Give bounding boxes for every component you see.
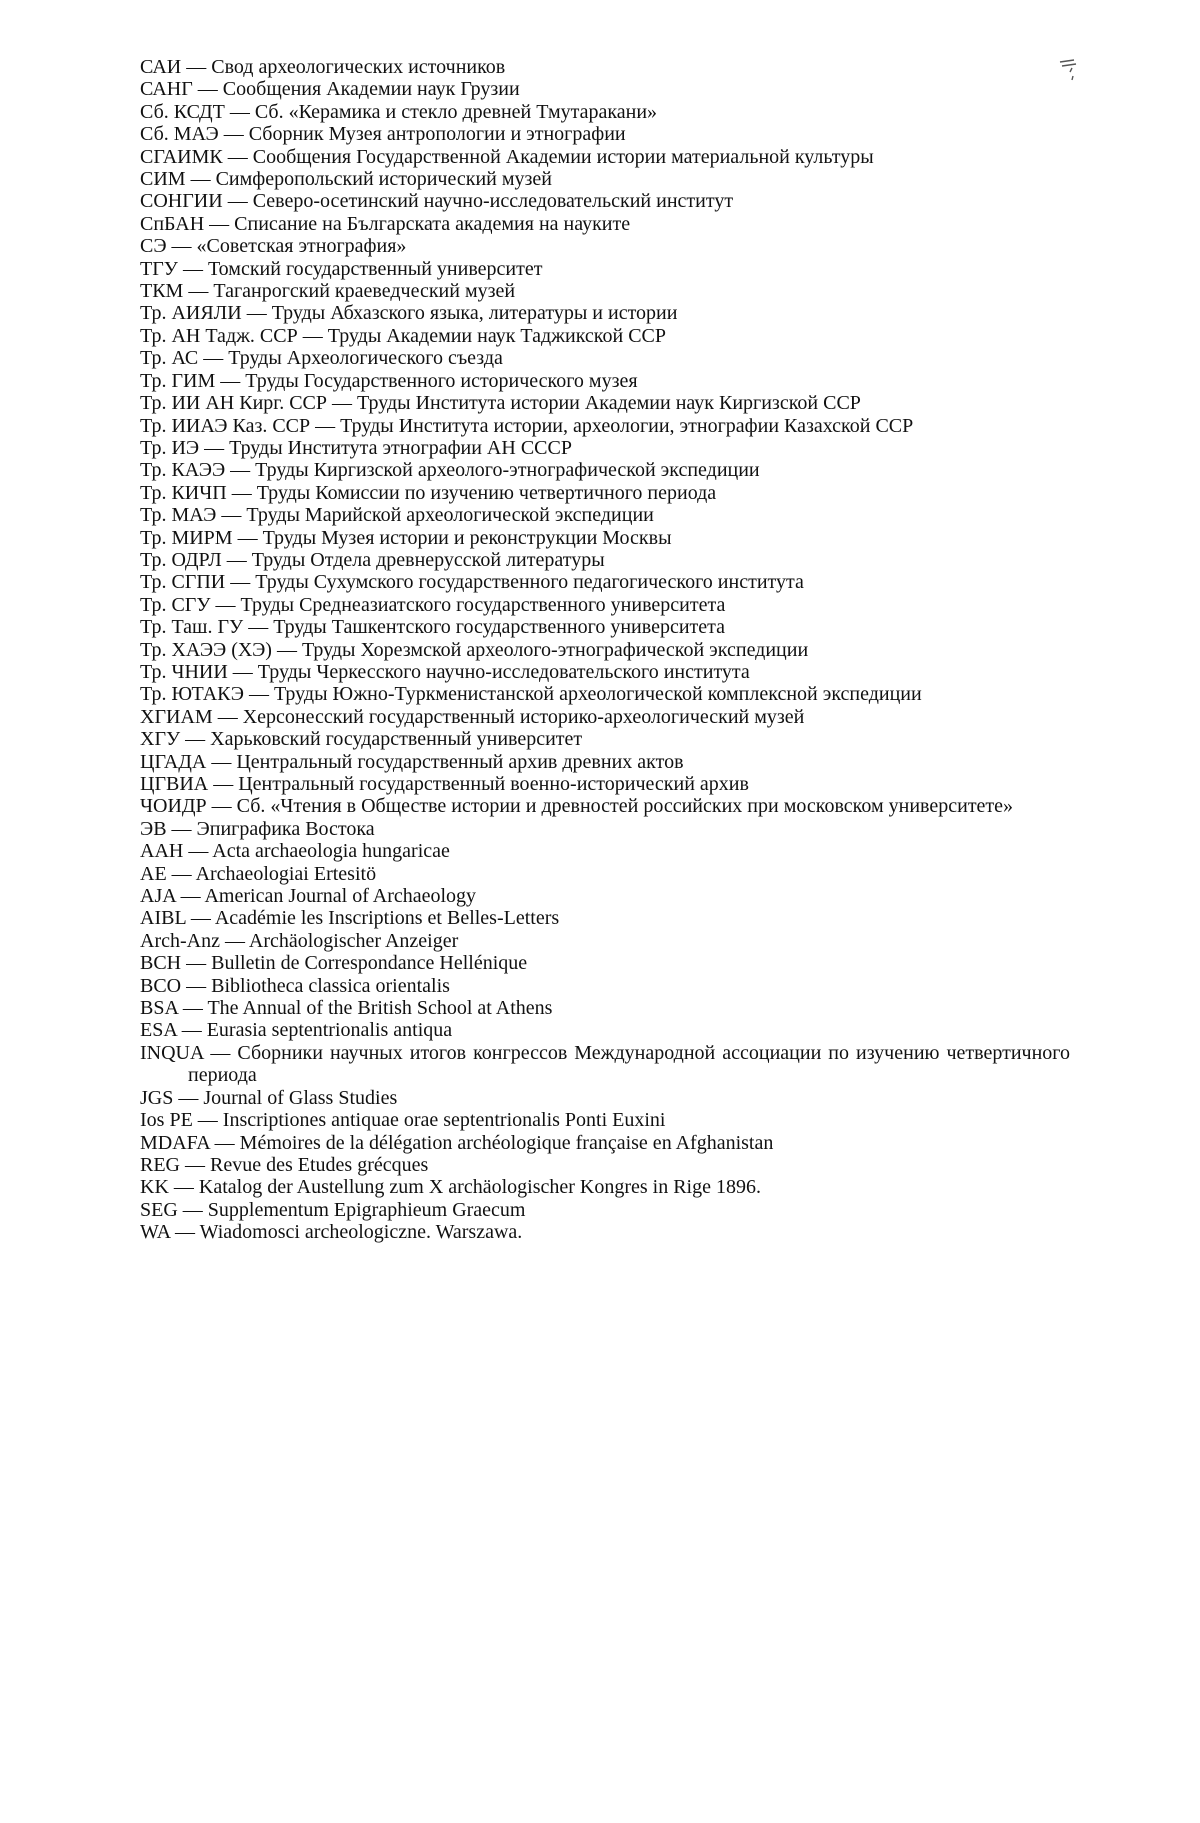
abbreviation-entry [140,258,1070,280]
abbreviation-entry [140,1154,1070,1176]
abbreviation-expansion: Wiadomosci archeologiczne. Warszawa. [199,1221,523,1244]
dash-separator: — [168,1176,199,1199]
abbreviation-entry [140,280,1070,302]
abbreviation-expansion: Revue des Etudes grécques [210,1153,429,1176]
abbreviation-term: Тр. ИИАЭ Каз. ССР [140,414,311,437]
abbreviation-expansion: Труды Ташкентского государственного университета [273,616,726,639]
abbreviation-term: Сб. КСДТ [140,100,225,123]
abbreviation-entry [140,1132,1070,1154]
abbreviation-entry [140,975,1070,997]
abbreviation-expansion: Харьковский государственный университет [210,728,583,751]
abbreviation-expansion: Труды Академии наук Таджикской ССР [327,324,667,347]
abbreviation-expansion: Труды Киргизской археолого-этнографической экспедиции [255,459,760,482]
abbreviation-expansion: Труды Сухумского государственного педагогического института [255,571,804,594]
abbreviation-expansion: Сборники научных итогов конгрессов Международной ассоциации по изучению четвертичного периода [188,1041,1071,1087]
abbreviation-entry [140,1087,1070,1109]
abbreviation-expansion: Таганрогский краеведческий музей [213,280,516,303]
abbreviation-term: REG [140,1153,180,1176]
abbreviation-entry [140,302,1070,324]
dash-separator: — [221,548,252,571]
dash-separator: — [180,728,211,751]
abbreviation-entry [140,325,1070,347]
abbreviation-term: ЭВ [140,817,167,840]
abbreviation-entry [140,347,1070,369]
dash-separator: — [215,369,246,392]
abbreviation-entry [140,818,1070,840]
abbreviation-term: Arch-Anz [140,929,220,952]
dash-separator: — [175,885,205,908]
dash-separator: — [210,593,241,616]
abbreviation-expansion: Труды Института истории Академии наук Киргизской ССР [357,392,861,415]
abbreviation-term: BCH [140,952,182,975]
abbreviation-term: Тр. Таш. ГУ [140,616,244,639]
dash-separator: — [177,257,208,280]
dash-separator: — [181,974,212,997]
abbreviation-expansion: Труды Абхазского языка, литературы и истории [271,302,678,325]
abbreviation-term: Тр. ЮТАКЭ [140,683,244,706]
dash-separator: — [225,571,256,594]
dash-separator: — [206,750,237,773]
abbreviation-expansion: Труды Южно-Туркменистанской археологической комплексной экспедиции [273,683,922,706]
abbreviation-entry [140,235,1070,257]
dash-separator: — [192,78,223,101]
abbreviation-entry [140,661,1070,683]
dash-separator: — [216,504,247,527]
abbreviation-expansion: «Советская этнография» [196,235,407,258]
abbreviation-expansion: Archaeologiai Ertesitö [195,862,377,885]
dash-separator: — [181,56,212,78]
abbreviation-entry [140,795,1070,817]
dash-separator: — [241,302,272,325]
abbreviation-entry [140,840,1070,862]
abbreviation-entry [140,930,1070,952]
abbreviation-term: Тр. МАЭ [140,504,217,527]
abbreviation-entry [140,1199,1070,1221]
abbreviation-term: Тр. ХАЭЭ (ХЭ) [140,638,272,661]
abbreviation-expansion: Центральный государственный архив древних актов [236,750,684,773]
abbreviation-expansion: Херсонесский государственный историко-археологический музей [242,705,805,728]
abbreviation-term: ТГУ [140,257,178,280]
abbreviation-term: ESA [140,1019,177,1042]
dash-separator: — [166,235,197,258]
abbreviation-entry [140,549,1070,571]
dash-separator: — [199,436,230,459]
abbreviation-term: Тр. ЧНИИ [140,660,228,683]
abbreviation-entry [140,952,1070,974]
dash-separator: — [185,907,215,930]
abbreviation-term: Тр. ИЭ [140,436,200,459]
abbreviation-term: AJA [140,885,176,908]
dash-separator: — [297,324,328,347]
abbreviation-entry [140,751,1070,773]
abbreviation-entry [140,907,1070,929]
abbreviation-entry [140,459,1070,481]
dash-separator: — [177,1198,208,1221]
abbreviation-expansion: American Journal of Archaeology [204,885,477,908]
abbreviation-expansion: Mémoires de la délégation archéologique française en Afghanistan [239,1131,774,1154]
dash-separator: — [218,123,249,146]
dash-separator: — [180,1153,210,1176]
dash-separator: — [212,705,243,728]
abbreviation-entry [140,571,1070,593]
abbreviation-entry [140,728,1070,750]
abbreviation-term: Тр. ИИ АН Кирг. ССР [140,392,328,415]
abbreviation-entry [140,437,1070,459]
abbreviation-term: САИ [140,56,182,78]
abbreviation-expansion: Труды Отдела древнерусской литературы [251,548,605,571]
abbreviation-expansion: Труды Черкесского научно-исследовательского института [257,660,750,683]
abbreviation-expansion: Сообщения Государственной Академии истории материальной культуры [252,145,874,168]
abbreviation-entry [140,863,1070,885]
abbreviation-entry [140,1176,1070,1198]
abbreviation-expansion: Труды Хорезмской археолого-этнографической экспедиции [301,638,809,661]
dash-separator: — [166,862,196,885]
abbreviation-term: Тр. КАЭЭ [140,459,226,482]
dash-separator: — [219,929,249,952]
abbreviation-entry [140,527,1070,549]
abbreviation-expansion: Сообщения Академии наук Грузии [222,78,520,101]
dash-separator: — [227,660,258,683]
abbreviation-entry [140,773,1070,795]
abbreviation-entry [140,639,1070,661]
dash-separator: — [204,212,235,235]
abbreviation-term: СпБАН [140,212,205,235]
abbreviation-term: AIBL [140,907,186,930]
abbreviation-entry [140,190,1070,212]
abbreviation-entry [140,123,1070,145]
abbreviation-entry [140,482,1070,504]
dash-separator: — [170,1221,200,1244]
abbreviation-expansion: Сборник Музея антропологии и этнографии [248,123,626,146]
abbreviation-term: ЧОИДР [140,795,207,818]
abbreviation-expansion: Katalog der Austellung zum X archäologischer Kongres in Rige 1896. [198,1176,761,1199]
abbreviation-entry [140,213,1070,235]
dash-separator: — [225,459,256,482]
abbreviation-expansion: Труды Комиссии по изучению четвертичного периода [256,481,717,504]
dash-separator: — [185,168,216,191]
abbreviation-expansion: Bulletin de Correspondance Hellénique [211,952,528,975]
dash-separator: — [243,616,274,639]
dash-separator: — [222,190,253,213]
abbreviation-term: AAH [140,840,184,863]
abbreviation-term: САНГ [140,78,193,101]
abbreviation-expansion: Труды Института этнографии АН СССР [229,436,572,459]
abbreviation-expansion: Северо-осетинский научно-исследовательский институт [252,190,734,213]
abbreviation-term: Сб. МАЭ [140,123,219,146]
abbreviation-expansion: Томский государственный университет [207,257,543,280]
abbreviation-term: Тр. АН Тадж. ССР [140,324,298,347]
abbreviation-term: Ios PE [140,1109,193,1132]
dash-separator: — [192,1109,223,1132]
abbreviation-expansion: The Annual of the British School at Athens [207,997,553,1020]
abbreviation-entry [140,78,1070,100]
abbreviations-list [140,56,1070,1244]
abbreviation-term: BSA [140,997,178,1020]
dash-separator: — [173,1086,204,1109]
abbreviation-entry [140,504,1070,526]
abbreviation-expansion: Труды Археологического съезда [228,347,503,370]
abbreviation-expansion: Acta archaeologia hungaricae [212,840,450,863]
abbreviation-entry [140,101,1070,123]
abbreviation-term: Тр. МИРМ [140,526,233,549]
dash-separator: — [222,145,253,168]
dash-separator: — [224,100,255,123]
abbreviation-term: ЦГАДА [140,750,207,773]
abbreviation-term: Тр. АС [140,347,199,370]
abbreviation-term: AE [140,862,167,885]
abbreviation-entry [140,415,1070,437]
dash-separator: — [243,683,274,706]
abbreviation-entry [140,370,1070,392]
dash-separator: — [198,347,229,370]
dash-separator: — [177,997,208,1020]
abbreviation-entry [140,885,1070,907]
abbreviation-expansion: Труды Государственного исторического музея [245,369,638,392]
abbreviation-term: KK [140,1176,169,1199]
abbreviation-term: СЭ [140,235,167,258]
abbreviation-term: Тр. АИЯЛИ [140,302,242,325]
abbreviation-entry [140,392,1070,414]
abbreviation-entry [140,1221,1070,1243]
abbreviation-term: MDAFA [140,1131,210,1154]
dash-separator: — [232,526,263,549]
abbreviation-expansion: Центральный государственный военно-исторический архив [238,773,749,795]
abbreviation-entry [140,1042,1070,1087]
dash-separator: — [226,481,257,504]
dash-separator: — [209,1131,240,1154]
abbreviation-entry [140,594,1070,616]
abbreviation-term: WA [140,1221,170,1244]
abbreviation-term: Тр. ГИМ [140,369,216,392]
abbreviation-term: ЦГВИА [140,773,209,795]
dash-separator: — [327,392,358,415]
abbreviation-term: ХГУ [140,728,181,751]
abbreviation-expansion: Эпиграфика Востока [196,817,375,840]
abbreviation-entry [140,56,1070,78]
abbreviation-term: Тр. СГУ [140,593,211,616]
abbreviation-term: ХГИАМ [140,705,213,728]
abbreviation-term: BCO [140,974,182,997]
abbreviation-term: JGS [140,1086,174,1109]
abbreviation-expansion: Journal of Glass Studies [203,1086,398,1109]
abbreviation-expansion: Свод археологических источников [211,56,506,78]
dash-separator: — [181,952,212,975]
dash-separator: — [203,1041,238,1064]
dash-separator: — [183,280,214,303]
abbreviation-entry [140,168,1070,190]
abbreviation-entry [140,1109,1070,1131]
abbreviation-entry [140,616,1070,638]
abbreviation-expansion: Сб. «Чтения в Обществе истории и древностей российских при московском университете» [236,795,1014,818]
abbreviation-expansion: Труды Института истории, археологии, этнографии Казахской ССР [340,414,914,437]
abbreviation-term: SEG [140,1198,178,1221]
abbreviation-entry [140,683,1070,705]
dash-separator: — [271,638,302,661]
dash-separator: — [206,795,237,818]
abbreviation-term: INQUA [140,1041,204,1064]
abbreviation-expansion: Bibliotheca classica orientalis [211,974,450,997]
abbreviation-expansion: Труды Музея истории и реконструкции Москвы [262,526,672,549]
abbreviation-entry [140,997,1070,1019]
abbreviation-expansion: Симферопольский исторический музей [215,168,552,191]
abbreviation-expansion: Supplementum Epigraphieum Graecum [207,1198,526,1221]
abbreviation-expansion: Труды Марийской археологической экспедиции [246,504,654,527]
abbreviation-expansion: Сб. «Керамика и стекло древней Тмутаракани» [254,100,658,123]
abbreviation-entry [140,706,1070,728]
abbreviation-term: ТКМ [140,280,184,303]
abbreviation-expansion: Inscriptiones antiquae orae septentrionalis Ponti Euxini [222,1109,666,1132]
dash-separator: — [183,840,213,863]
abbreviation-term: СОНГИИ [140,190,223,213]
abbreviation-entry [140,146,1070,168]
abbreviation-term: СГАИМК [140,145,223,168]
abbreviation-expansion: Académie les Inscriptions et Belles-Letters [214,907,560,930]
abbreviation-term: Тр. ОДРЛ [140,548,222,571]
abbreviation-expansion: Archäologischer Anzeiger [248,929,459,952]
abbreviation-term: СИМ [140,168,186,191]
dash-separator: — [166,817,197,840]
dash-separator: — [310,414,341,437]
abbreviation-expansion: Списание на Българската академия на науките [234,212,631,235]
dash-separator: — [176,1019,207,1042]
abbreviation-term: Тр. СГПИ [140,571,226,594]
dash-separator: — [208,773,239,795]
abbreviation-term: Тр. КИЧП [140,481,227,504]
abbreviation-expansion: Труды Среднеазиатского государственного университета [240,593,726,616]
abbreviation-entry [140,1019,1070,1041]
abbreviation-expansion: Eurasia septentrionalis antiqua [206,1019,453,1042]
